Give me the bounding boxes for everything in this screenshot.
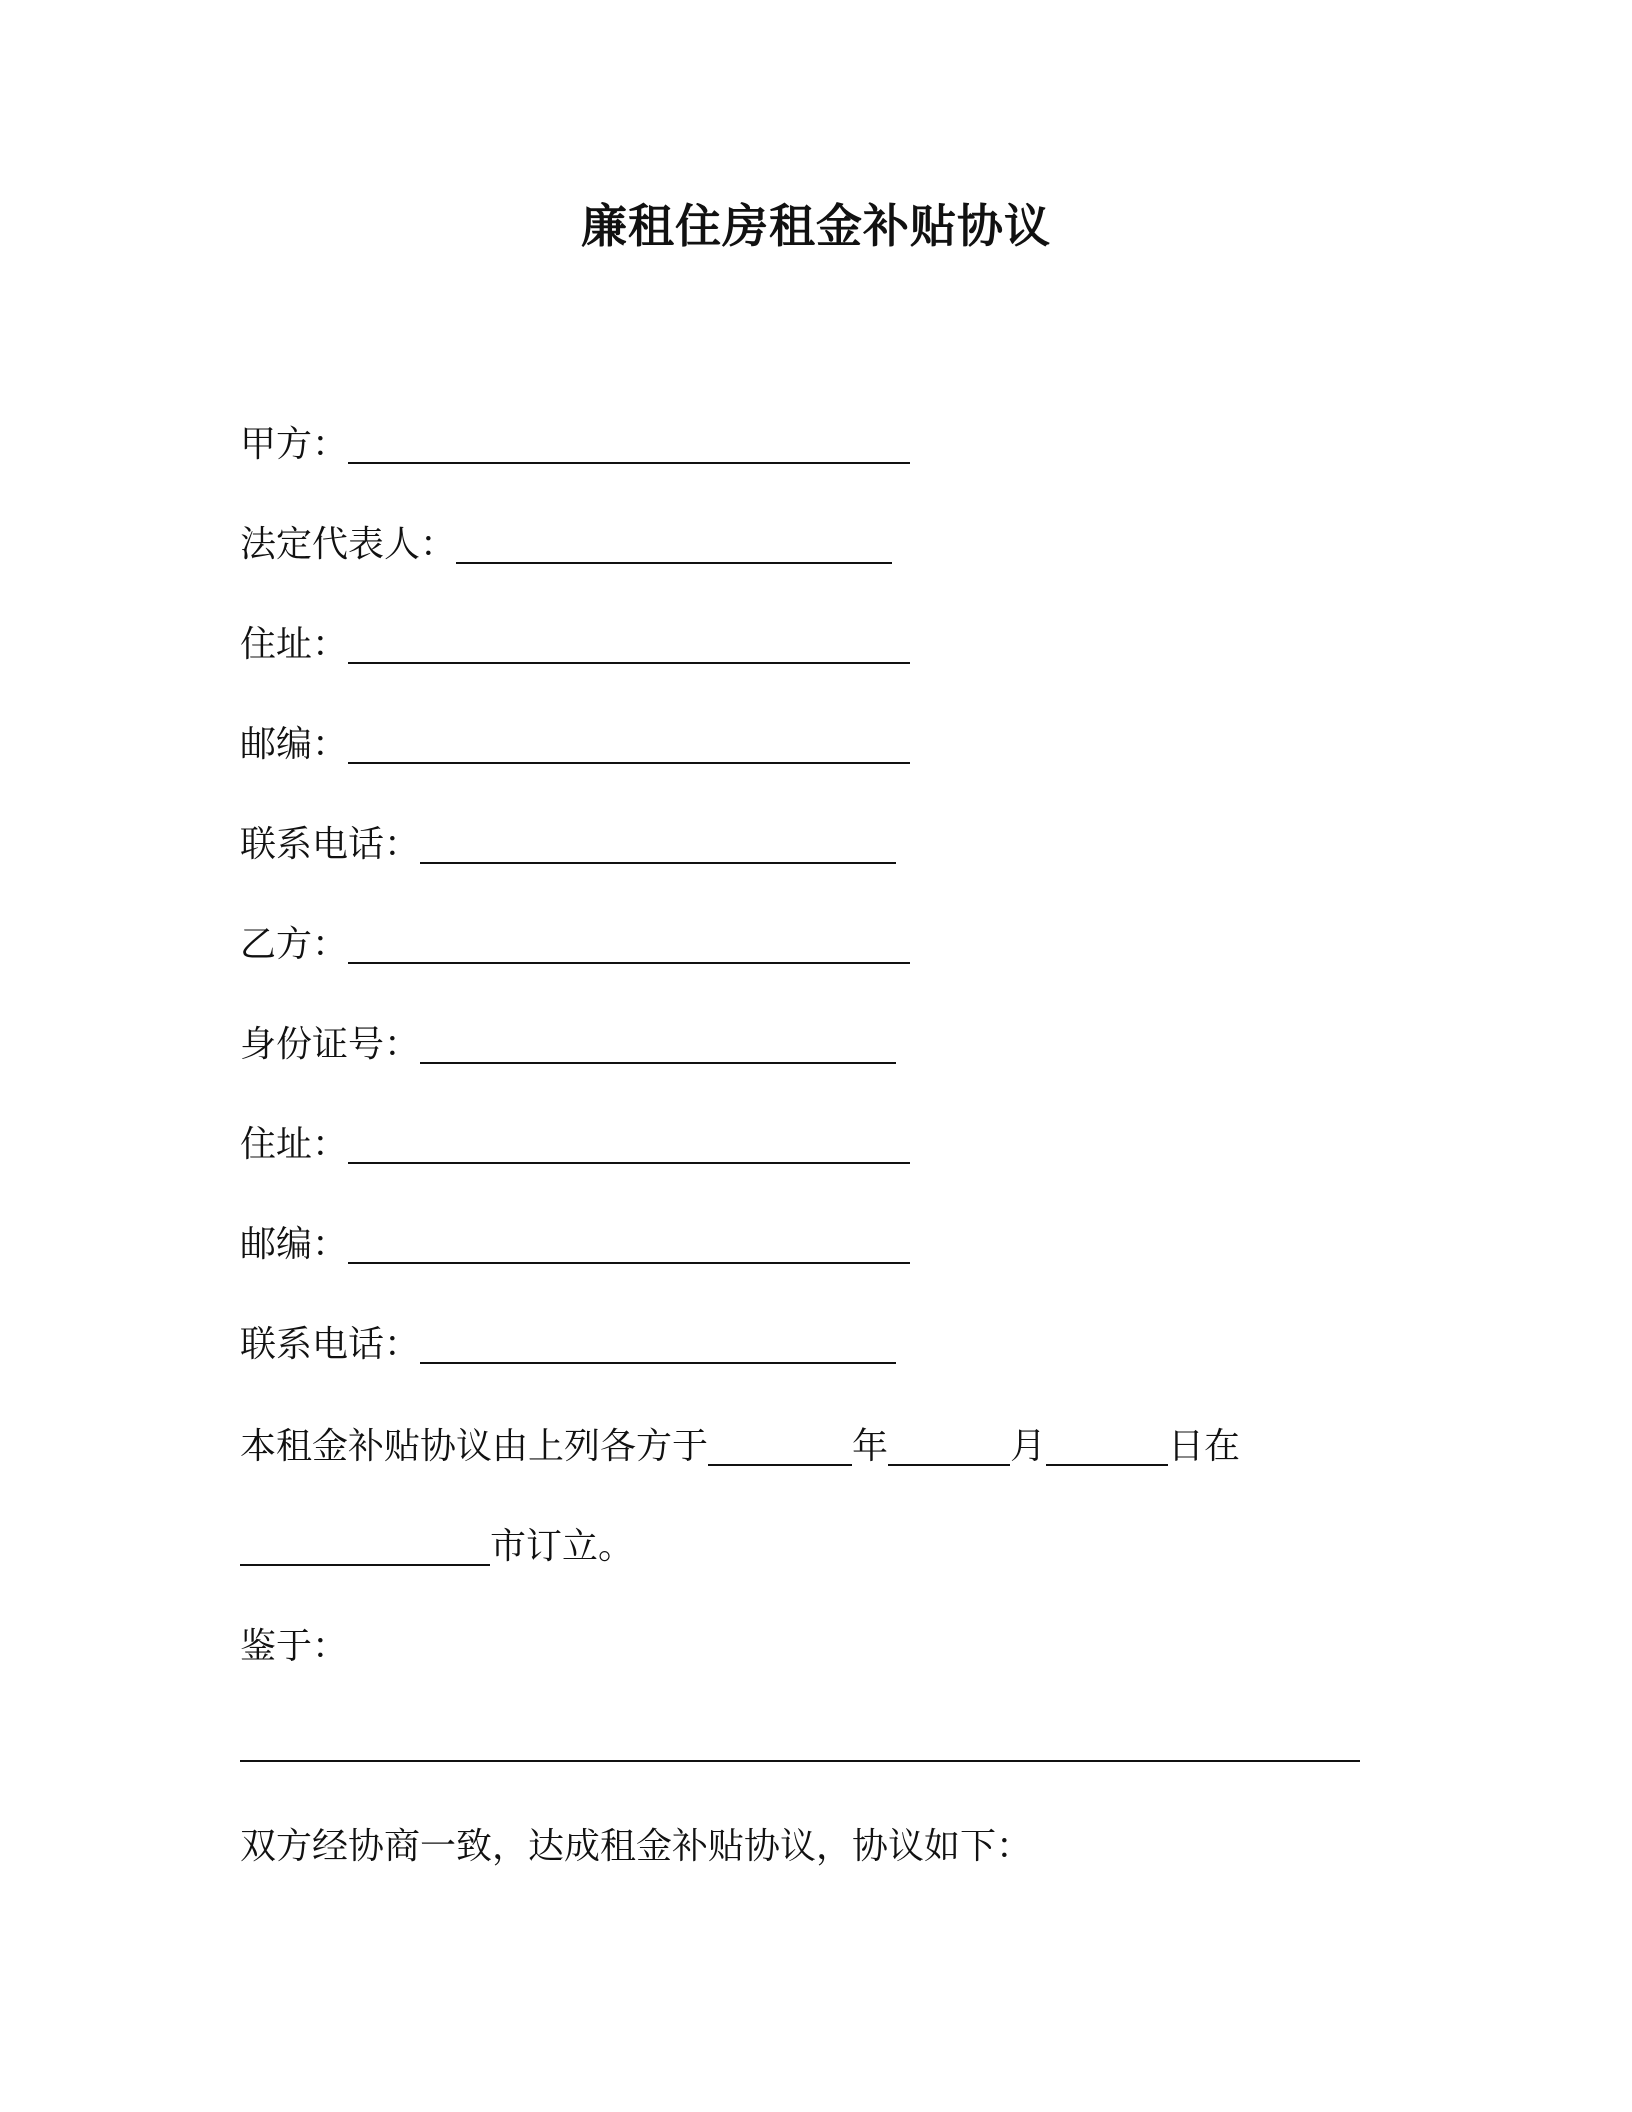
whereas-blank-row: [240, 1722, 1360, 1768]
agreement-intro: 双方经协商一致，达成租金补贴协议，协议如下：: [240, 1826, 1033, 1867]
party-b-postcode-label: 邮编：: [240, 1224, 349, 1265]
party-b-phone-row: [240, 1320, 896, 1370]
party-b-label: 乙方：: [240, 924, 349, 965]
party-a-postcode-blank[interactable]: [348, 724, 910, 764]
party-b-row: [240, 920, 910, 970]
legal-rep-blank[interactable]: [456, 524, 892, 564]
party-b-phone-blank[interactable]: [420, 1324, 896, 1364]
party-b-phone-label: 联系电话：: [240, 1324, 421, 1365]
party-b-address-blank[interactable]: [348, 1124, 910, 1164]
party-b-address-row: [240, 1120, 910, 1170]
party-b-postcode-row: [240, 1220, 910, 1270]
whereas-row: [240, 1622, 348, 1672]
signing-month-blank[interactable]: [888, 1426, 1010, 1466]
signing-city-row: [240, 1522, 634, 1572]
agreement-intro-row: [240, 1822, 1032, 1872]
document-title: 廉租住房租金补贴协议: [581, 199, 1051, 253]
party-a-address-row: [240, 620, 910, 670]
party-a-phone-blank[interactable]: [420, 824, 896, 864]
signing-city-blank[interactable]: [240, 1526, 490, 1566]
whereas-label: 鉴于：: [240, 1626, 349, 1667]
party-b-address-label: 住址：: [240, 1124, 349, 1165]
party-a-phone-row: [240, 820, 896, 870]
signing-year-label: 年: [852, 1426, 889, 1467]
signing-day-label: 日在: [1168, 1426, 1241, 1467]
party-b-postcode-blank[interactable]: [348, 1224, 910, 1264]
party-a-phone-label: 联系电话：: [240, 824, 421, 865]
whereas-blank[interactable]: [240, 1722, 1360, 1762]
id-number-row: [240, 1020, 896, 1070]
signing-day-blank[interactable]: [1046, 1426, 1168, 1466]
party-a-address-blank[interactable]: [348, 624, 910, 664]
id-number-blank[interactable]: [420, 1024, 896, 1064]
signing-month-label: 月: [1010, 1426, 1047, 1467]
party-a-postcode-label: 邮编：: [240, 724, 349, 765]
party-a-address-label: 住址：: [240, 624, 349, 665]
legal-rep-row: [240, 520, 892, 570]
legal-rep-label: 法定代表人：: [240, 524, 457, 565]
signing-date-row: [240, 1422, 1240, 1472]
party-a-label: 甲方：: [240, 424, 349, 465]
signing-city-suffix: 市订立。: [490, 1526, 635, 1567]
signing-prefix: 本租金补贴协议由上列各方于: [240, 1426, 709, 1467]
id-number-label: 身份证号：: [240, 1024, 421, 1065]
party-a-blank[interactable]: [348, 424, 910, 464]
signing-year-blank[interactable]: [708, 1426, 852, 1466]
party-a-row: [240, 420, 910, 470]
party-a-postcode-row: [240, 720, 910, 770]
party-b-blank[interactable]: [348, 924, 910, 964]
